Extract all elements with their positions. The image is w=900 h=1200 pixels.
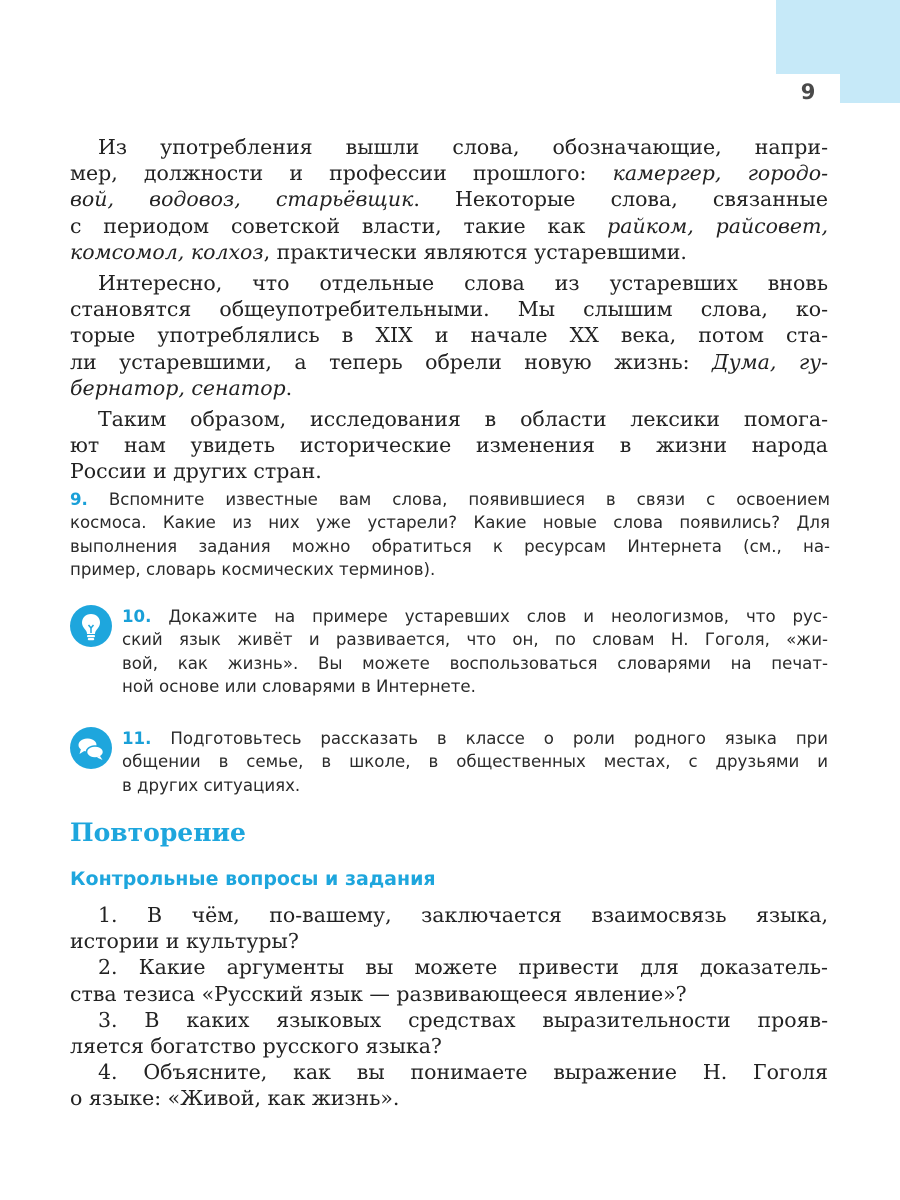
text-run: становятся общеупотребительными. Мы слышим слова, ко- [70, 297, 828, 322]
task-11 [122, 727, 828, 797]
text-run: торые употреблялись в XIX и начале XX века, потом ста- [70, 323, 828, 348]
text-line [70, 349, 828, 375]
task-line [70, 535, 830, 558]
text-line [70, 406, 828, 432]
text-line [70, 134, 828, 160]
text-line [70, 432, 828, 458]
task-line [70, 558, 830, 581]
question-line: о языке: «Живой, как жизнь». [70, 1086, 400, 1111]
italic-term: вой, водовоз, старьёвщик [70, 187, 414, 212]
task-line [122, 652, 828, 675]
paragraph [70, 134, 828, 265]
italic-term: райком, райсовет, [607, 213, 828, 238]
text-run: Таким образом, исследования в области лексики помога- [98, 407, 828, 432]
task-line [122, 750, 828, 773]
task-text: Вспомните известные вам слова, появившиеся в связи с освоением [108, 490, 830, 509]
text-run: ли устаревшими, а теперь обрели новую жизнь: [70, 349, 713, 374]
text-line [70, 186, 828, 212]
text-line [70, 160, 828, 186]
task-10 [122, 605, 828, 698]
task-line [70, 488, 830, 511]
review-question [70, 1007, 828, 1059]
lightbulb-icon [70, 605, 112, 647]
text-run: ют нам увидеть исторические изменения в жизни народа [70, 433, 828, 458]
task-text: вой, как жизнь». Вы можете воспользоваться словарями на печат- [122, 653, 828, 673]
review-question [70, 1059, 828, 1111]
question-line: 3. В каких языковых средствах выразительности прояв- [98, 1007, 828, 1032]
speech-bubbles-icon [70, 727, 112, 769]
task-line [122, 774, 828, 797]
text-line [70, 270, 828, 296]
task-line [122, 675, 828, 698]
question-line: истории и культуры? [70, 929, 299, 954]
task-number: 9. [70, 490, 88, 509]
review-question [70, 902, 828, 954]
task-text: пример, словарь космических терминов). [70, 559, 436, 579]
italic-term: камергер, городо- [612, 161, 828, 186]
task-text: ной основе или словарями в Интернете. [122, 676, 476, 696]
task-text: Докажите на примере устаревших слов и неологизмов, что рус- [168, 607, 828, 626]
subsection-title: Контрольные вопросы и задания [70, 868, 436, 890]
paragraph [70, 406, 828, 485]
page-number: 9 [800, 80, 816, 104]
text-line [70, 322, 828, 348]
text-line [70, 213, 828, 239]
italic-term: Дума, гу- [712, 349, 828, 374]
task-line [70, 511, 830, 534]
question-line: ства тезиса «Русский язык — развивающееся явление»? [70, 981, 687, 1006]
italic-term: бернатор, сенатор [70, 375, 286, 400]
text-run: Интересно, что отдельные слова из устаревших вновь [98, 271, 828, 296]
text-line [70, 239, 828, 265]
question-line: 1. В чём, по-вашему, заключается взаимосвязь языка, [98, 903, 828, 927]
page-corner-tab [776, 0, 900, 74]
page-corner-tab-extension [840, 74, 900, 103]
review-question [70, 954, 828, 1006]
paragraph [70, 270, 828, 401]
italic-term: комсомол, колхоз [70, 239, 264, 264]
text-line [70, 375, 828, 401]
task-line [122, 628, 828, 651]
task-line [122, 605, 828, 628]
task-9 [70, 488, 830, 581]
task-number: 11. [122, 729, 152, 748]
section-title: Повторение [70, 818, 246, 847]
text-run: мер, должности и профессии прошлого: [70, 161, 613, 186]
task-text: выполнения задания можно обратиться к ресурсам Интернета (см., на- [70, 536, 830, 556]
text-run: Из употребления вышли слова, обозначающие, напри- [98, 135, 828, 159]
question-line: ляется богатство русского языка? [70, 1034, 442, 1059]
text-run: с периодом советской власти, такие как [70, 213, 608, 238]
text-run: . [285, 375, 293, 400]
question-line: 2. Какие аргументы вы можете привести для доказатель- [98, 955, 828, 980]
task-number: 10. [122, 607, 152, 626]
question-line: 4. Объясните, как вы понимаете выражение Н. Гоголя [98, 1060, 828, 1085]
task-line [122, 727, 828, 750]
task-text: в других ситуациях. [122, 775, 301, 795]
text-line [70, 296, 828, 322]
review-questions [70, 902, 828, 1112]
task-text: Подготовьтесь рассказать в классе о роли родного языка при [170, 729, 828, 748]
task-text: общении в семье, в школе, в общественных местах, с друзьями и [122, 752, 828, 772]
text-line [70, 458, 828, 484]
text-run: России и других стран. [70, 459, 322, 484]
task-text: космоса. Какие из них уже устарели? Какие новые слова появились? Для [70, 513, 830, 533]
task-text: ский язык живёт и развивается, что он, по словам Н. Гоголя, «жи- [122, 630, 828, 650]
text-run: . Некоторые слова, связанные [413, 187, 828, 212]
text-run: , практически являются устаревшими. [263, 239, 687, 264]
main-text [70, 134, 828, 490]
